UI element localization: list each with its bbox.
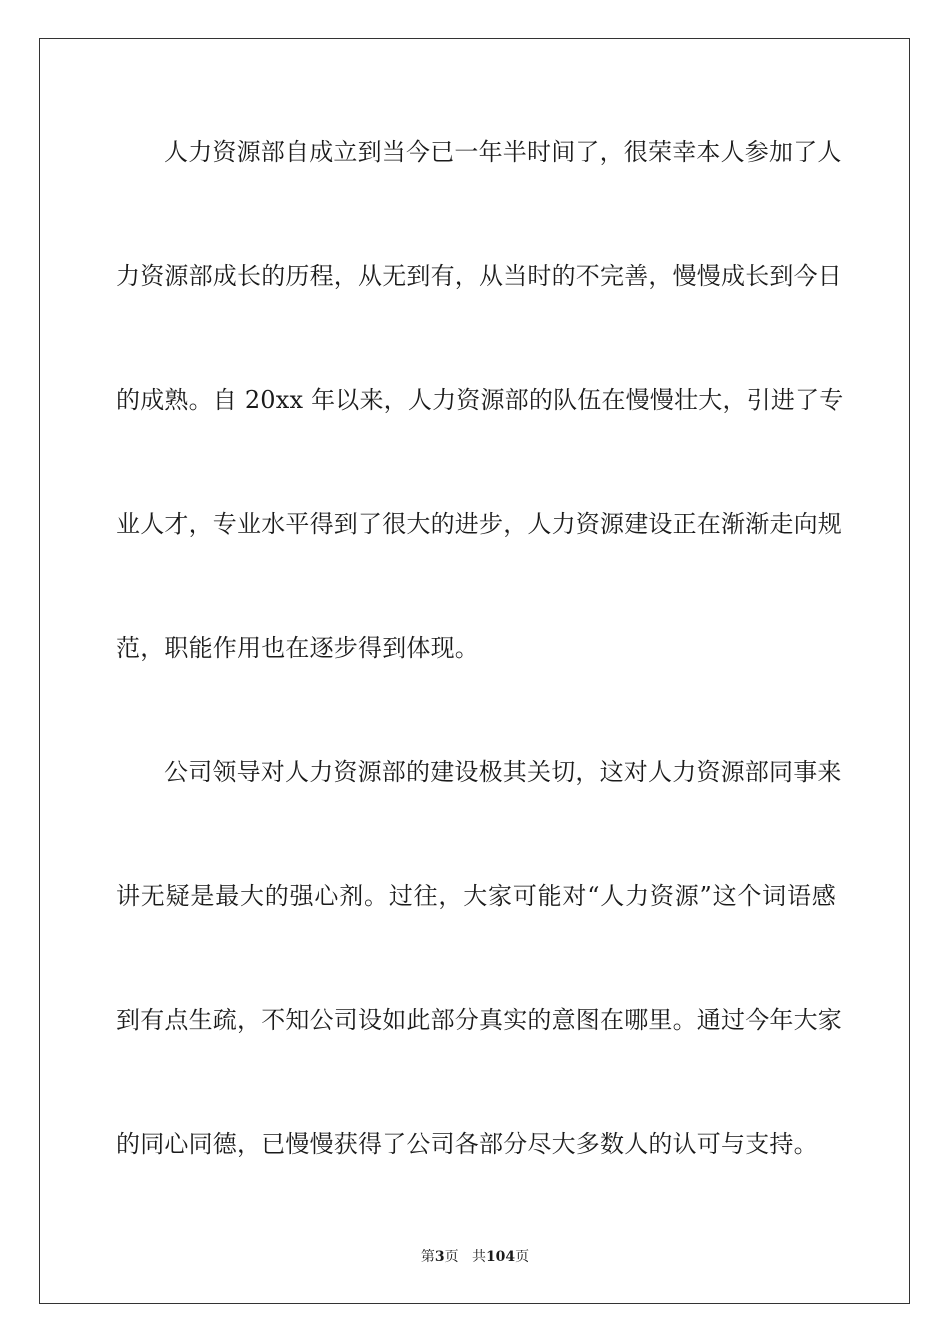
total-suffix: 页 [515, 1249, 530, 1265]
total-prefix: 共 [471, 1249, 486, 1265]
page-number: 3 [434, 1249, 445, 1265]
paragraph-2-line-1: 公司领导对人力资源部的建设极其关切，这对人力资源部同事来 [164, 758, 842, 786]
page-border [39, 38, 910, 1304]
page-footer [0, 1248, 950, 1266]
page-suffix: 页 [444, 1249, 459, 1265]
paragraph-1-line-5: 范，职能作用也在逐步得到体现。 [116, 634, 479, 662]
paragraph-1-line-4: 业人才，专业水平得到了很大的进步，人力资源建设正在渐渐走向规 [116, 510, 842, 538]
page-prefix: 第 [420, 1249, 435, 1265]
paragraph-2-line-3: 到有点生疏，不知公司设如此部分真实的意图在哪里。通过今年大家 [116, 1006, 842, 1034]
paragraph-1-line-3: 的成熟。自 20xx 年以来，人力资源部的队伍在慢慢壮大，引进了专 [116, 386, 844, 414]
paragraph-1-line-2: 力资源部成长的历程，从无到有，从当时的不完善，慢慢成长到今日 [116, 262, 842, 290]
total-pages: 104 [485, 1249, 516, 1265]
paragraph-2-line-2: 讲无疑是最大的强心剂。过往，大家可能对“人力资源”这个词语感 [116, 882, 836, 910]
paragraph-1-line-1: 人力资源部自成立到当今已一年半时间了，很荣幸本人参加了人 [164, 138, 842, 166]
paragraph-2-line-4: 的同心同德，已慢慢获得了公司各部分尽大多数人的认可与支持。 [116, 1130, 818, 1158]
